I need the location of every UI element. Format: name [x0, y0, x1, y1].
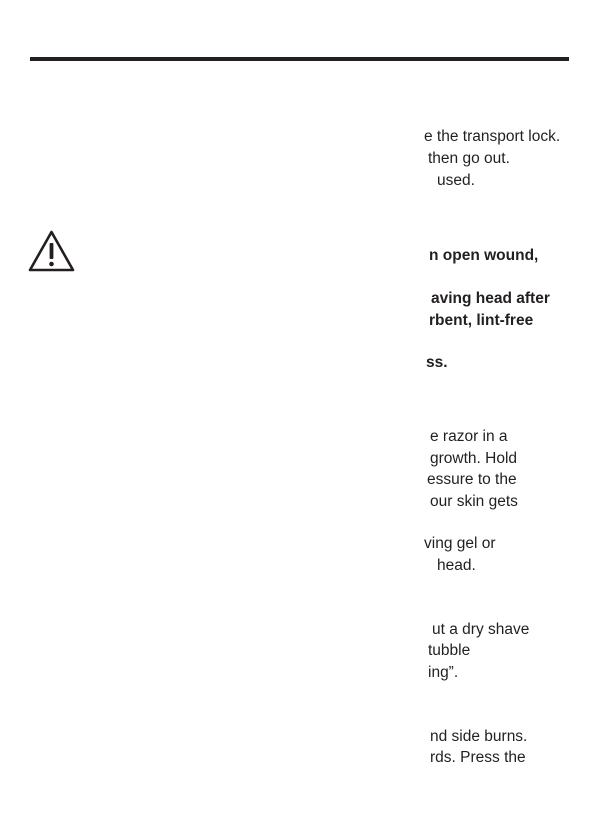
warning-line-3: rbent, lint-free	[429, 312, 534, 329]
text-line-11: our skin gets	[430, 493, 518, 510]
text-line-8: e razor in a	[430, 428, 508, 445]
text-line-13: head.	[437, 557, 476, 574]
text-line-17: nd side burns.	[430, 728, 528, 745]
text-line-3: used.	[437, 172, 475, 189]
text-line-1: e the transport lock.	[424, 128, 561, 145]
text-line-10: essure to the	[427, 471, 517, 488]
warning-line-2: aving head after	[431, 290, 550, 307]
text-line-2: then go out.	[428, 150, 510, 167]
warning-line-1: n open wound,	[429, 247, 539, 264]
warning-triangle-icon	[27, 229, 76, 273]
warning-line-4: ss.	[426, 354, 448, 371]
text-line-16: ing”.	[428, 664, 459, 681]
text-line-9: growth. Hold	[430, 450, 518, 467]
text-line-15: tubble	[428, 642, 471, 659]
text-line-12: ving gel or	[424, 535, 496, 552]
text-line-14: ut a dry shave	[432, 621, 530, 638]
header-rule	[30, 57, 569, 61]
text-line-18: rds. Press the	[430, 749, 526, 766]
